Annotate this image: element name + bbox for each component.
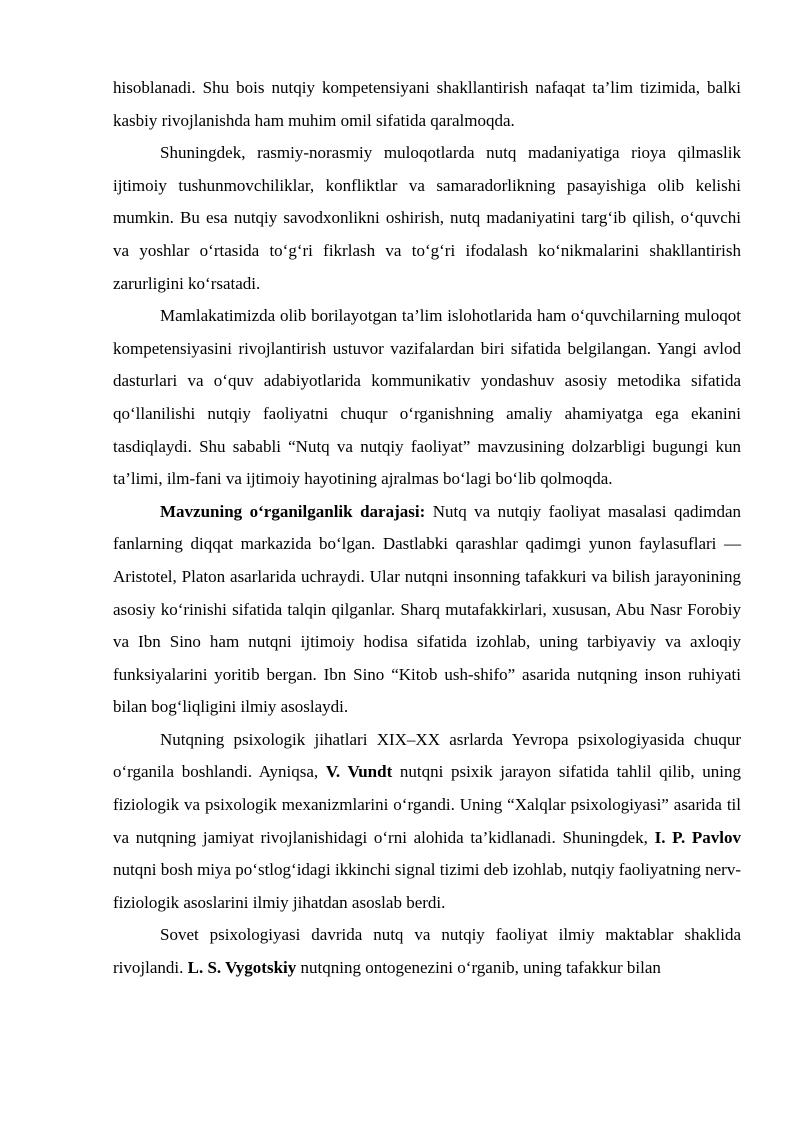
- body-text: [113, 72, 741, 985]
- text-run: Mamlakatimizda olib borilayotgan ta’lim islohotlarida ham o‘quvchilarning muloqot kompetensiyasini rivojlantirish ustuvor vazifalardan biri sifatida belgilangan. Yangi avlod dasturlari va o‘quv adabiyotlarida kommunikativ yondashuv asosiy metodika sifatida qo‘llanilishi nutqiy faoliyatni chuqur o‘rganishning amaliy ahamiyatga ega ekanini tasdiqlaydi. Shu sababli “Nutq va nutqiy faoliyat” mavzusining dolzarbligi bugungi kun ta’limi, ilm-fani va ijtimoiy hayotining ajralmas bo‘lagi bo‘lib qolmoqda.: [113, 306, 741, 489]
- text-run: hisoblanadi. Shu bois nutqiy kompetensiyani shakllantirish nafaqat ta’lim tizimida, balki kasbiy rivojlanishda ham muhim omil sifatida qaralmoqda.: [113, 78, 741, 130]
- paragraph: [113, 137, 741, 300]
- text-run: Sovet psixologiyasi davrida nutq va nutqiy faoliyat ilmiy maktablar shaklida rivojlandi.: [113, 925, 741, 978]
- text-run: Nutq va nutqiy faoliyat masalasi qadimdan fanlarning diqqat markazida bo‘lgan. Dastlabki qarashlar qadimgi yunon faylasuflari — Aristotel, Platon asarlarida uchraydi. Ular nutqni insonning tafakkuri va bilish jarayonining asosiy ko‘rinishi sifatida talqin qilganlar. Sharq mutafakkirlari, xususan, Abu Nasr Forobiy va Ibn Sino ham nutqni ijtimoiy hodisa sifatida izohlab, uning tarbiyaviy va axloqiy funksiyalarini yoritib bergan. Ibn Sino “Kitob ush-shifo” asarida nutqning inson ruhiyati bilan bog‘liqligini ilmiy asoslaydi.: [113, 501, 741, 717]
- author-name: V. Vundt: [325, 762, 393, 782]
- author-name: L. S. Vygotskiy: [187, 958, 297, 978]
- text-run: nutqni psixik jarayon sifatida tahlil qilib, uning fiziologik va psixologik mexanizmlarini o‘rgandi. Uning “Xalqlar psixologiyasi” asarida til va nutqning jamiyat rivojlanishidagi o‘rni alohida ta’kidlanadi. Shuningdek,: [113, 762, 741, 847]
- text-run: nutqning ontogenezini o‘rganib, uning tafakkur bilan: [296, 958, 661, 978]
- section-heading-inline: Mavzuning o‘rganilganlik darajasi:: [160, 501, 426, 521]
- text-run: Nutqning psixologik jihatlari XIX–XX asrlarda Yevropa psixologiyasida chuqur o‘rganila boshlandi. Ayniqsa,: [113, 729, 741, 782]
- author-name: I. P. Pavlov: [654, 827, 741, 847]
- paragraph: [113, 724, 741, 920]
- text-run: Shuningdek, rasmiy-norasmiy muloqotlarda nutq madaniyatiga rioya qilmaslik ijtimoiy tushunmovchiliklar, konfliktlar va samaradorlikning pasayishiga olib kelishi mumkin. Bu esa nutqiy savodxonlikni oshirish, nutq madaniyatini targ‘ib qilish, o‘quvchi va yoshlar o‘rtasida to‘g‘ri fikrlash va to‘g‘ri ifodalash ko‘nikmalarini shakllantirish zarurligini ko‘rsatadi.: [113, 143, 741, 293]
- paragraph: [113, 72, 741, 137]
- paragraph: [113, 919, 741, 984]
- paragraph: [113, 496, 741, 724]
- paragraph: [113, 300, 741, 496]
- text-run: nutqni bosh miya po‘stlog‘idagi ikkinchi signal tizimi deb izohlab, nutqiy faoliyatning nerv-fiziologik asoslarini ilmiy jihatdan asoslab berdi.: [113, 860, 741, 912]
